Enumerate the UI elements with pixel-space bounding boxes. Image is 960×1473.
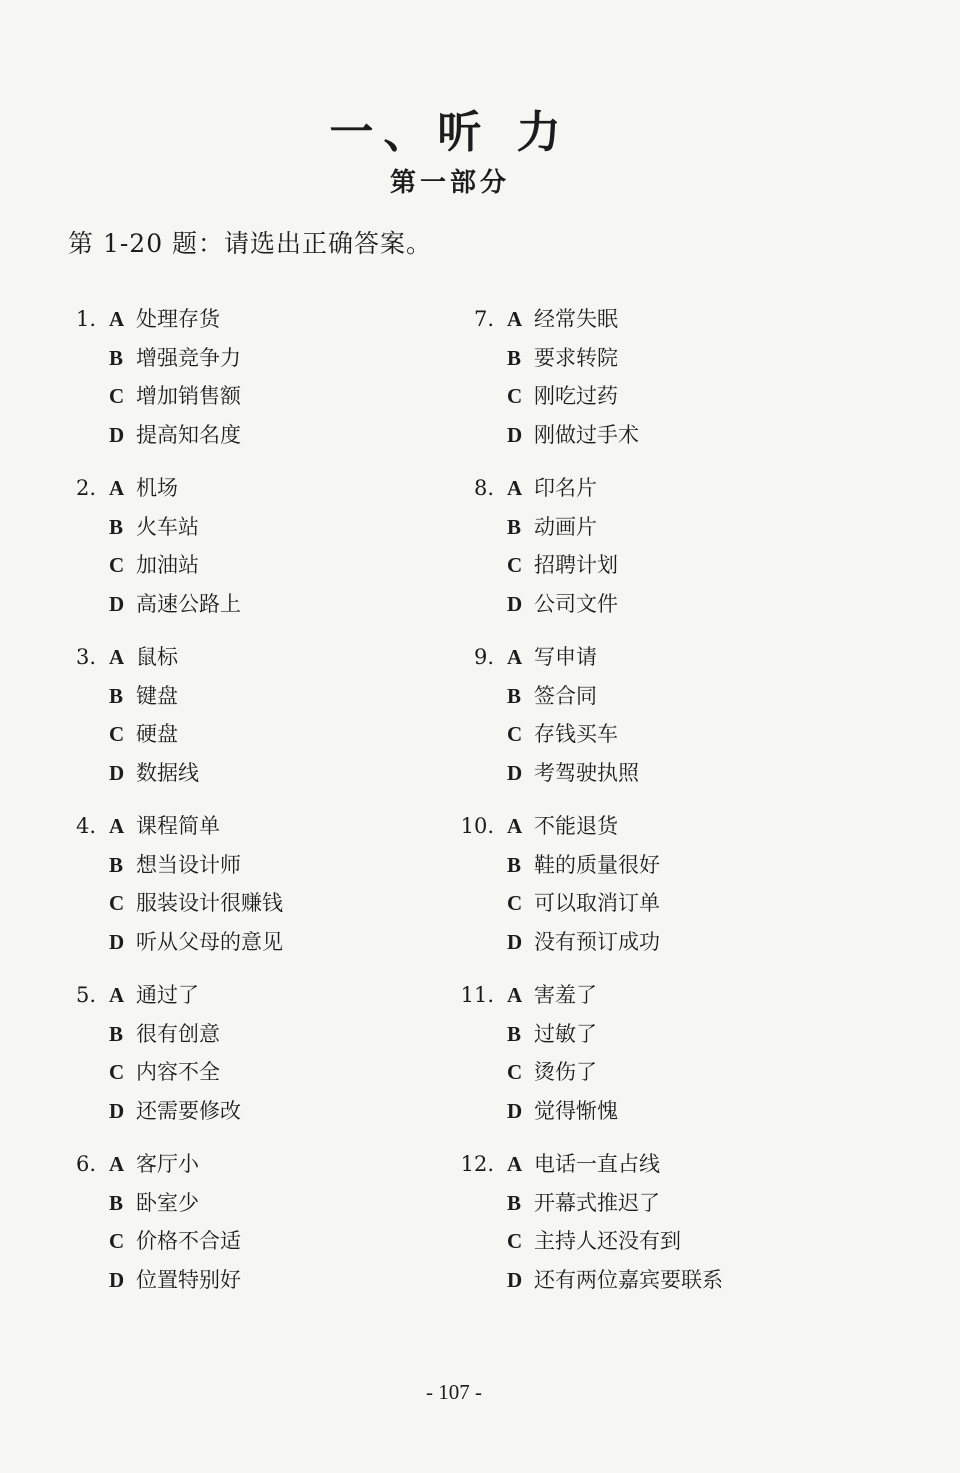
option-letter: B [109,1021,124,1046]
option-text: 课程简单 [136,814,220,838]
option-text: 招聘计划 [534,553,618,578]
part-subtitle: 第一部分 [389,168,510,198]
answer-option [109,377,241,416]
option-letter: C [109,722,125,747]
option-text: 数据线 [136,761,199,786]
option-letter: B [109,514,124,539]
question-number: 5. [75,983,96,1007]
question-item [460,976,840,1145]
answer-option [109,923,283,962]
option-letter: D [507,930,523,955]
option-text: 火车站 [136,514,199,539]
option-letter: A [109,645,125,669]
answer-option [109,846,283,885]
question-item [460,807,840,976]
option-text: 存钱买车 [534,722,618,747]
option-text: 硬盘 [136,722,178,747]
question-item [62,469,442,638]
option-text: 鼠标 [136,645,178,669]
option-letter: B [109,852,124,877]
option-letter: D [109,1099,125,1124]
option-text: 经常失眠 [534,307,618,331]
answer-option [507,846,660,885]
answer-option [507,300,639,339]
question-item [62,1145,442,1314]
option-text: 还有两位嘉宾要联系 [534,1268,723,1293]
option-text: 键盘 [136,683,178,708]
question-number: 2. [75,476,96,500]
answer-option [507,546,618,585]
option-text: 鞋的质量很好 [534,852,660,877]
option-text: 要求转院 [534,345,618,370]
answer-option [109,416,241,455]
answer-option [109,585,241,624]
option-text: 卧室少 [136,1190,199,1215]
question-item [62,807,442,976]
answer-option [109,1184,241,1223]
answer-option [109,884,283,923]
option-text: 电话一直占线 [534,1152,660,1176]
answer-option [109,677,199,716]
question-number: 1. [75,307,96,331]
option-letter: A [507,645,523,669]
option-letter: D [109,930,125,955]
option-list [109,469,241,624]
option-letter: A [109,1152,125,1176]
section-title: 一、听 力 [329,107,571,158]
option-letter: B [507,852,522,877]
answer-option [507,976,618,1015]
option-text: 服装设计很赚钱 [136,891,283,916]
question-number: 3. [75,645,96,669]
answer-option [109,1222,241,1261]
option-letter: D [507,1099,523,1124]
option-letter: D [109,1268,125,1293]
option-letter: C [507,722,523,747]
option-letter: B [507,514,522,539]
answer-option [109,469,241,508]
option-letter: C [507,553,523,578]
answer-option [507,585,618,624]
answer-option [109,546,241,585]
option-text: 签合同 [534,683,597,708]
option-text: 高速公路上 [136,592,241,617]
answer-option [109,638,199,677]
answer-option [109,715,199,754]
answer-option [507,1092,618,1131]
option-letter: D [507,761,523,786]
option-list [507,976,618,1131]
answer-option [109,1053,241,1092]
answer-option [507,754,639,793]
option-letter: B [507,345,522,370]
option-text: 提高知名度 [136,423,241,448]
answer-option [507,1053,618,1092]
answer-option [507,508,618,547]
option-letter: C [109,384,125,409]
option-letter: D [109,592,125,617]
question-item [460,638,840,807]
option-letter: D [507,423,523,448]
questions-right-column [460,300,840,1314]
question-number: 12. [460,1152,494,1176]
question-number: 8. [473,476,494,500]
option-text: 想当设计师 [136,852,241,877]
question-number: 9. [473,645,494,669]
answer-option [507,1145,723,1184]
question-item [460,300,840,469]
option-text: 客厅小 [136,1152,199,1176]
answer-option [109,1015,241,1054]
answer-option [507,416,639,455]
question-number: 4. [75,814,96,838]
option-text: 不能退货 [534,814,618,838]
question-number: 11. [460,983,494,1007]
answer-option [507,1261,723,1300]
option-text: 写申请 [534,645,597,669]
option-text: 增加销售额 [136,384,241,409]
option-text: 刚做过手术 [534,423,639,448]
option-letter: C [109,553,125,578]
answer-option [507,377,639,416]
question-item [460,1145,840,1314]
option-text: 公司文件 [534,592,618,617]
answer-option [507,884,660,923]
option-text: 通过了 [136,983,199,1007]
option-list [109,1145,241,1300]
option-letter: C [507,1229,523,1254]
option-text: 位置特别好 [136,1268,241,1293]
option-letter: B [109,345,124,370]
option-letter: D [507,1268,523,1293]
option-list [507,807,660,962]
answer-option [507,923,660,962]
option-letter: A [109,814,125,838]
option-letter: A [109,983,125,1007]
option-letter: C [507,1060,523,1085]
option-list [507,300,639,455]
option-letter: D [109,761,125,786]
option-text: 烫伤了 [534,1060,597,1085]
option-letter: A [109,476,125,500]
answer-option [109,1092,241,1131]
option-letter: C [109,1060,125,1085]
option-text: 增强竞争力 [136,345,241,370]
option-text: 听从父母的意见 [136,930,283,955]
option-text: 开幕式推迟了 [534,1190,660,1215]
answer-option [507,339,639,378]
option-letter: C [507,384,523,409]
option-letter: B [507,1021,522,1046]
option-letter: A [109,307,125,331]
option-list [109,976,241,1131]
option-list [507,638,639,793]
option-letter: B [109,1190,124,1215]
option-letter: C [109,891,125,916]
question-item [62,638,442,807]
option-letter: A [507,307,523,331]
option-text: 可以取消订单 [534,891,660,916]
option-list [507,469,618,624]
option-letter: B [507,1190,522,1215]
instruction-text: 第 1-20 题：请选出正确答案。 [68,229,433,258]
answer-option [109,339,241,378]
option-text: 还需要修改 [136,1099,241,1124]
option-letter: A [507,814,523,838]
option-list [507,1145,723,1300]
answer-option [109,300,241,339]
question-number: 10. [460,814,494,838]
option-text: 机场 [136,476,178,500]
option-text: 害羞了 [534,983,597,1007]
option-letter: D [109,423,125,448]
option-text: 内容不全 [136,1060,220,1085]
option-letter: C [109,1229,125,1254]
option-letter: C [507,891,523,916]
option-letter: A [507,983,523,1007]
answer-option [109,754,199,793]
option-text: 很有创意 [136,1021,220,1046]
page-number: - 107 - [426,1380,482,1404]
question-item [62,976,442,1145]
answer-option [109,1145,241,1184]
question-number: 6. [75,1152,96,1176]
option-letter: B [109,683,124,708]
option-text: 动画片 [534,514,597,539]
option-text: 主持人还没有到 [534,1229,681,1254]
answer-option [507,1015,618,1054]
option-text: 过敏了 [534,1021,597,1046]
answer-option [109,508,241,547]
answer-option [507,677,639,716]
option-text: 觉得惭愧 [534,1099,618,1124]
answer-option [507,638,639,677]
option-text: 价格不合适 [136,1229,241,1254]
option-letter: B [507,683,522,708]
answer-option [507,715,639,754]
answer-option [507,1184,723,1223]
option-list [109,300,241,455]
questions-left-column [62,300,442,1314]
answer-option [507,1222,723,1261]
option-text: 处理存货 [136,307,220,331]
option-list [109,807,283,962]
answer-option [109,976,241,1015]
option-text: 印名片 [534,476,597,500]
question-item [460,469,840,638]
option-text: 考驾驶执照 [534,761,639,786]
option-letter: D [507,592,523,617]
answer-option [109,807,283,846]
answer-option [109,1261,241,1300]
question-item [62,300,442,469]
answer-option [507,469,618,508]
option-list [109,638,199,793]
answer-option [507,807,660,846]
question-number: 7. [473,307,494,331]
option-text: 刚吃过药 [534,384,618,409]
option-text: 加油站 [136,553,199,578]
option-letter: A [507,476,523,500]
option-text: 没有预订成功 [534,930,660,955]
option-letter: A [507,1152,523,1176]
